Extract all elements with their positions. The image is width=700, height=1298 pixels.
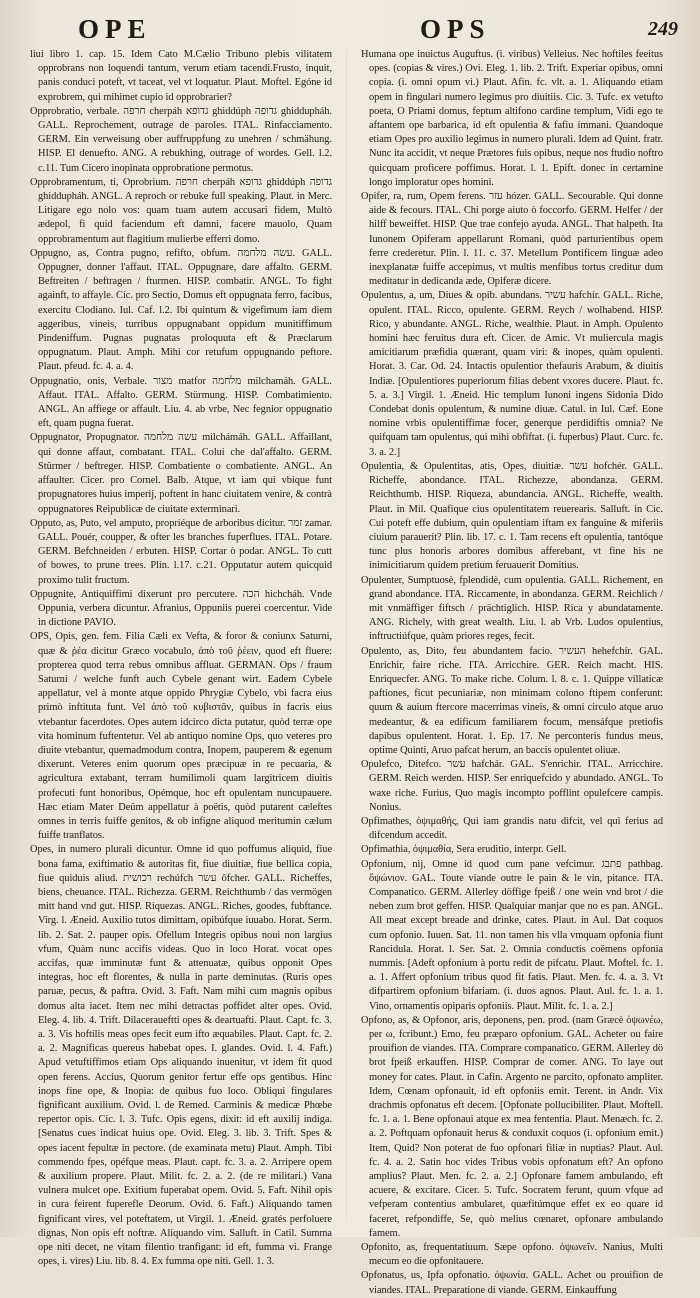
right-column	[361, 48, 664, 1296]
entry: Oppugnite, Antiquiffimi dixerunt pro percutere. הכה hichcháh. Vnde Oppunia, verbera dicuntur. Afranius, Oppuniis puerei coercentur. Vide in dictione PAVIO.	[30, 588, 332, 629]
header-word-left: OPE	[78, 14, 152, 44]
entry: Opfonito, as, frequentatiuum. Sæpe opfono. ὀψωνεῖν. Nanius, Multi mecum eo die opfonitauere.	[361, 1242, 663, 1268]
entry: Opulenter, Sumptuosè, fplendidè, cum opulentia. GALL. Richement, en grand abondance. ITA. Riccamente, in abondanza. GERM. Reichlich / mit vnmäffiger fiftsch / prächtiglich. HISP. Rica y abundatamente. ANG. Richely, with great wealth. Liu. l. ab Vrb. Ludos opulentius, inftructiúfque, quàm priores reges, fecit.	[361, 574, 663, 643]
entry: Opulefco, Ditefco. עשר hafchár. GAL. S'enrichir. ITAL. Arricchire. GERM. Reich werden. HISP. Ser enriquefcido y abundado. ANGL. To waxe riche. Furius, Quo magis incompto pofflint opulefcere campis. Nonius.	[361, 759, 663, 813]
entry: liui libro 1. cap. 15. Idem Cato M.Cælio Tribuno plebis vilitatem opprobrans non loquendi tantum, verum etiam tacendi.Frusto, inquit, panis conduci poteft, vt taceat, vel vt loquatur. Plaut. Moftel. Egóne id exprobrem, qui mihimet cupio id opprobrarier?	[30, 49, 332, 103]
entry: Opfonatus, us, Ipfa opfonatio. ὀψωνία. GALL. Achet ou prouifion de viandes. ITAL. Preparatione di viande. GERM. Einkauffung	[361, 1270, 663, 1296]
entry: Oppugnatio, onis, Verbale. מצור matfor מלחמה milchamáh. GALL. Affaut. ITAL. Affalto. GERM. Stürmung. HISP. Combatimiento. ANGL. An affiege or affault. Liu. 4. ab vrbe, Nec fegnior oppugnatio eft, quam pugna fuerat.	[30, 375, 332, 430]
entry: Oppugno, as, Contra pugno, refifto, obfum. עשה מלחמה. GALL. Oppugner, donner l'affaut. ITAL. Oppugnare, dare affalto. GERM. Beftreiten / beftragen / fturmen. HISP. combatir. ANGL. To fight againft, to affayle. Cic. pro Sectio, Domus eft oppugnata ferro, facibus, exercitu Clodiano. Iul. Caf. l.2. Ibi quintum & vigefimum iam diem aggeribus, vineis, turribus oppugnabant oppidum munitiffimum Pindeniffum. Pugnas pugnatas proloquuta eft & Præclarum oppugnatum. Plaut. Amph. Mihi cor retufum oppugnando peftore. Plaut. pfeud. fc. 4. a. 4.	[30, 247, 332, 373]
entry: Opulentia, & Opulentitas, atis, Opes, diuitiæ. עשר hofchér. GALL. Richeffe, abondance. ITAL. Richezze, abondanza. GERM. Reichthumb. HISP. Riqueza, abundancia. ANGL. Richeffe, wealth. Plaut. in Mil. Quafique cius opulentitatem reuerearis. Salluft. in Cic. Cui poteft effe dubium, quin opulentiam iftam ex fanguine & miferiis ciuium parauerit? Plin. lib. 17. c. 1. Tam recens eft opulentia, tantóque tunc plus honoris arbores domibus afferebant, vt fine his ne inimicitiarum quidem pretium feruauerit Domitius.	[361, 460, 664, 572]
entry: Opprobratio, verbale. חרפה cherpáh גדופא ghiddúph גדופה ghiddupháh. GALL. Reprochement, outrage de paroles. ITAL. Rinfacciamento. GERM. Ein verweisung ober auffruppfung zu unehren / schmähung. HISP. El denuefto. ANG. A rebukhing, outrage of wordes. Gell. l.2. c.11. Tum Cicero inopinata opprobratione permotus.	[30, 105, 332, 174]
entry: Humana ope inuictus Auguftus. (i. viribus) Velleius. Nec hoftiles feeitus opes. (copias & vires.) Ovi. Eleg. 1. lib. 2. Trift. Experiar opibus, omni copia. (i. omni opum vi.) Plaut. Afin. fc. vlt. a. 1. Aliquando etiam opem in fingulari numero legimus pro diuitiis. Cic. 3. Tufc. ex vetufto poeta, O Priami domus, feptum altifono cardine templum, Vidi ego te aftantem ope barbarica, id eft opulentia & fafiu immani. Quandoque etiam Opes pro auxilio legimus in numero plurali. Idem ad Quint. fratr. Nunc ita accidit, vt neque Prætores fuis opibus, neque nos ftudio noftro quicquam proficere poffimus. Horat. l. 1. Epift. donec in certamine longo imploratur opes homini.	[361, 49, 663, 188]
entry: Oppugnator, Propugnator. עשה מלחמה milchámáh. GALL. Affaillant, qui donne affaut, combatant. ITAL. Colui che dal'affalto. GERM. Stürmer / beftreger. HISP. Combatiente o combatiente. ANGL. An affaulter. Cicer. pro Cornel. Balb. Atque, vt iam qui vbique funt propugnatores huius imperij, poftent in hanc ciuitatem venire, & contrà oppugnatores Reipublicæ de ciuitate exterminari.	[30, 432, 332, 515]
entry: OPS, Opis, gen. fem. Filia Cæli ex Vefta, & foror & coniunx Saturni, quæ & ῥέα dicitur Græco vocabulo, ἀπὸ τοῦ ῥέειν, quod eft fluere: propterea quod terra rebus omnibus affluat. GERMAN. Ops / fraum Saturni / welche funft auch Cybele genant wirt. Eadem Cybele appellatur, vel à monte atque oppido Phrygiæ Cybelo, vbi facra eius primò inftituta funt. Vel ἀπὸ τοῦ κυβιστᾶν, quibus in facris eius vtebantur facerdotes. Opes autem idcirco dicta putatur, quòd terræ ope vita hominum fuftentetur. Vel ab antiquo nomine Ops, quo veteres pro diuite vtebantur, quemadmodum contra, Inopem, pauperem & egenum dixerunt. Veteres enim quorum opes præcipuæ in re pecuaria, & agricultura extabant, terram humilimoli quam largitricem diuitis profecuti funt honoribus, Opémque, hoc eft opulentam nuncupauere. Hæc etiam Mater Deûm appellatur à poëtis, quòd putarent cæleftes omnes in terris fuiffe genitos, & ob infigne aliquod meritumin cælum fuiffe tranflatos.	[30, 631, 332, 842]
entry: Opputo, as, Puto, vel amputo, propriéque de arboribus dicitur. זמר zamar. GALL. Pouér, coupper, & ofter les branches fuperflues. ITAL. Potare. GERM. Befchneiden / erbuten. HISP. Cortar ò podar. ANGL. To cutt of bowes, to prune trees. Plin. l.17. c.21. Opputatur autem quicquid proximo tulit fructum.	[30, 517, 332, 586]
entry: Opes, in numero plurali dicuntur. Omne id quo poffumus aliquid, fiue bona fama, exiftimatio & autoritas fit, fiue diuitiæ, fiue bellica copia, fiue quiduis aliud. רכושית rechúfch עשר ôfcher. GALL. Richeffes, biens, cheuance. ITAL. Richezza. GERM. Reichthumb / das vermögen mitt hand vnd gut. HISP. Riquezas. ANGL. Riches, goodes, fubftance. Virg. l. Æneid. Auxilio tutos dimittam, opibúfque iuuabo. Horat. Serm. lib. 2. Sat. 2. pauper opis. Ofellum Integris opibus noui non largius vfum, Quàm nunc accifis videas. Quo in loco Horat. vocat opes accifas, quæ imminutæ funt & attenuatæ, quibus opponit Opes integras, hoc eft florentes, & nulla in parte deminutas. (Ruris opes paruæ, pecus, & paftra. Ovid. 3. Faft. Nam mihi cum magnis opibus domus alta iacet. Item nec mihi detractas poffidet alter opes. Ovid. Eleg. 4. lib. 4. Trift. Dilaceraueftti opes & deartuafti. Plaut. Capt. fc. 3. a. 3. Vis hoftilis meas opes fecit eum ifto æquabiles. Plaut. Capt. fc. 2. a. 2. Magnificas quereus habebat opes. I. glandes. Ovid. l. 4. Faft.) Apud vetuftiffimos etiam Ops aliquando inuenitur, vt idem fit quod open ferens. Accius, Quorum genitor fertur effe ops gentibus. Hinc inops fine ope, & Inopia: de quibus fuo loco. Obliqui fingulares fignificant auxilium. Ovid. l. de Remed. Carminis & medicæ Phœbe repertor opis. Cic. l. 3. Tufc. Opis egens, dixit: id eft auxilij indiga. [Senatus cues indicat huius ope. Ovid. Eleg. 3. lib. 3. Trift. Spes & opes iacent fepultæ in pectore. (de examinata metu) Plaut. Amph. Tibi commendo fpes, opéfque meas. Plaut. capt. fc. 3. a. 2. Arripere opem & auxilium propere. Plaut. Milit. fc. 2. a. 2. (de re militari.) Vana vulnera mulcet ope. Exitium fuperabat opem. Ovid. 5. Faft. Nihil opis in cura feirent fuperefle Deorum. Ovid. 6. Faft.) Aliquando tamen fignificant vires, vel poteftatem, ut Virgil. 1. Æneid. gratés perfoluere dignas, Non opis eft noftræ. Aliquando vim. Salluft. in Catil. Summa ope niti decet, ne vitam filentio tranfigant: id eft, fumma vi. Frange opes, i. vires) Liu. lib. 8. 4. Ex fumma ope niti. Gell. 1. 3.	[30, 844, 333, 1268]
entry: Opifer, ra, rum, Opem ferens. עזר hózer. GALL. Secourable. Qui donne aide & fecours. ITAL. Chi porge aiuto ò foccorfo. GERM. Helfer / der hilff beweiffet. HISP. Que trae confejo ayuda. ANGL. That halpeth. Ita Iunonem Opiferam appellarunt Romani, quòd parturientibus opem ferre crederetur. Plin. l. 11. c. 37. Metellum Pontificem linguæ adeo inexplanatæ fuiffe accepimus, vt multis menfibus tortus creditur dum meditatur in dedicanda æde, Opiferæ dicere.	[361, 191, 663, 288]
entry: Opfonium, nij, Omne id quod cum pane vefcimur. פתבג pathbag. ὄψώνιον. GAL. Toute viande outre le pain & le vin, pitance. ITA. Companatico. GERM. Allerley döffige fpeiß / one wein vnd brot / die neben zum brot geffen. HISP. Qualquiar manjar que no es pan. ANGL. All meat except breade and drinke, cates. Plaut. in Aul. Dat coquos cum opfonio. Iuuen. Sat. 11. non tamen his vlla vmquam opfonia fiunt Rancidula. Horat. l. Ser. Sat. 2. Omnia conductis coëmens opfonia nummis. [Adeft opfonium à portu redit de pifcatu. Plaut. Moftel. fc. 1. a. 1. Affert opfonium tribus quod fit fatis. Plaut. Men. fc. 4. a. 3. Vt difpartirem opfonium bifariam. (i. duos agnos. Plaut. Aul. fc. 1. a. 1. Vino, ornamentis opiparis opfoniis. Plaut. Milit. fc. 1. a. 2.]	[361, 858, 663, 1012]
entry: Opprobramentum, ti, Oprobrium. חרפה cherpáh גדופא ghiddúph גדופה ghiddupháh. ANGL. A reproch or rebuke full speaking. Plaut. in Merc. Litigare ego nolo vos: quam tuam autem accusari fidem, Multò ædepol, fi quid faciendum eft damni, facere mauolo, Quam opprobramentum aut flagitium mulierbe efferri domo.	[30, 176, 332, 245]
page-number: 249	[648, 18, 678, 40]
entry: Opulento, as, Dito, feu abundantem facio. העשיר hehefchír. GAL. Enrichir, faire riche. ITA. Arricchire. GER. Reich macht. HIS. Enriquecfer. ANG. To make riche. Colum. l. 8. c. 1. Quippe villaticæ paftiones, ficut pecuniariæ, non minimam colono ftipem conferunt: quum & auium ftercore macerrimas vineis, & omni circulo atque aruo medeantur, & ea edificum familiarem focum, mensáfque pretiofis dapibus opulentent. Horat. 1. Ep. 17. Ne perconteris fundus meus, optime Quinti, Aruo pafcat herum, an baccis opulentet oliuæ.	[361, 645, 663, 756]
left-column	[30, 48, 333, 1268]
entry: Opulentus, a, um, Diues & opib. abundans. עשיר hafchír. GALL. Riche, opulent. ITAL. Ricco, opulente. GERM. Reych / wolhabend. HISP. Rico, y abundante. ANGL. Riche, wealthie. Plaut. in Amph. Opulento homini hæc feruitus dura eft. Cicer. de Amic. Vt muliercula magis amicitiarum præfidia quærant, quam viri: & inopes, quàm opulenti. Horat. 3. Car. Od. 24. Intactis opulentior thefauris Arabum, & diuitis Indiæ. [Opulentiores puperiorum filias debent vxores ducere. Plaut. fc. 5. a. 3.] Virgil. 1. Æneid. Hic templum Iunoni ingens Sidonia Dido Condebat donis opulentum, & numine diuæ. Catul. in Iul. Cæf. Eone nomine vrbis opulentiffimæ focer, generque perdidiftis omnia? Ne quifquam tam opulentus, qui mihi obfiftat. (i. fuperbus) Plaut. Curc. fc. 3. a. 2.]	[361, 290, 664, 458]
entry: Opfono, as, & Opfonor, aris, deponens, pen. prod. (nam Græcè ὀψωνέω, per ω, fcribunt.) Emo, feu præparo opfonium. GAL. Acheter ou faire prouifion de viandes. ITA. Comprare companatico. GERM. Allerley dö brot fpeiß erkauffen. HISP. Comprar de comer. ANG. To laye out money for cates. Plaut. in Cafin. Argento ne parcito, opfonato ampliter. Idem, Cœnam opfonauit, id eft opfoniis emit. Terent. in Andr. Vix drachmis opfonatus eft decem. [Opfonate pollucibiliter. Plaut. Moftell. fc. 1. a. 1. Bene opfonaui atque ex mea fententia. Plaut. Menæch. fc. 2. a. 2. Poftquam opfonauit herus & conduxit coquos (i. opfonium emit.) Item, Quid? Non poterat de fuo opfonari filiæ in nuptias? Plaut. Aul. fc. 4. a. 2. Satin hoc vides Tribus vobis opfonatum eft? An opfono amplius? Plaut. Men. fc. 2. a. 2.] Opfonare famem ambulando, eft acuere, & excitare. Cicer. 5. Tufc. Socratem ferunt, quum vfque ad vefperam contentius ambularet, quæfitúmque effet ex eo quare id faceret, refpondiffe, Se, quò melius cœnaret, opfonare ambulando famem.	[361, 1014, 663, 1239]
header-word-right: OPS	[420, 14, 491, 44]
column-gutter	[346, 50, 347, 1220]
running-header	[40, 14, 678, 50]
entry: Opfimathia, ὀψιμαθία, Sera eruditio, interpr. Gell.	[361, 844, 567, 856]
entry: Opfimathes, ὀψιμαθής, Qui iam grandis natu difcit, vel qui ferius ad difcendum accedit.	[361, 815, 663, 842]
